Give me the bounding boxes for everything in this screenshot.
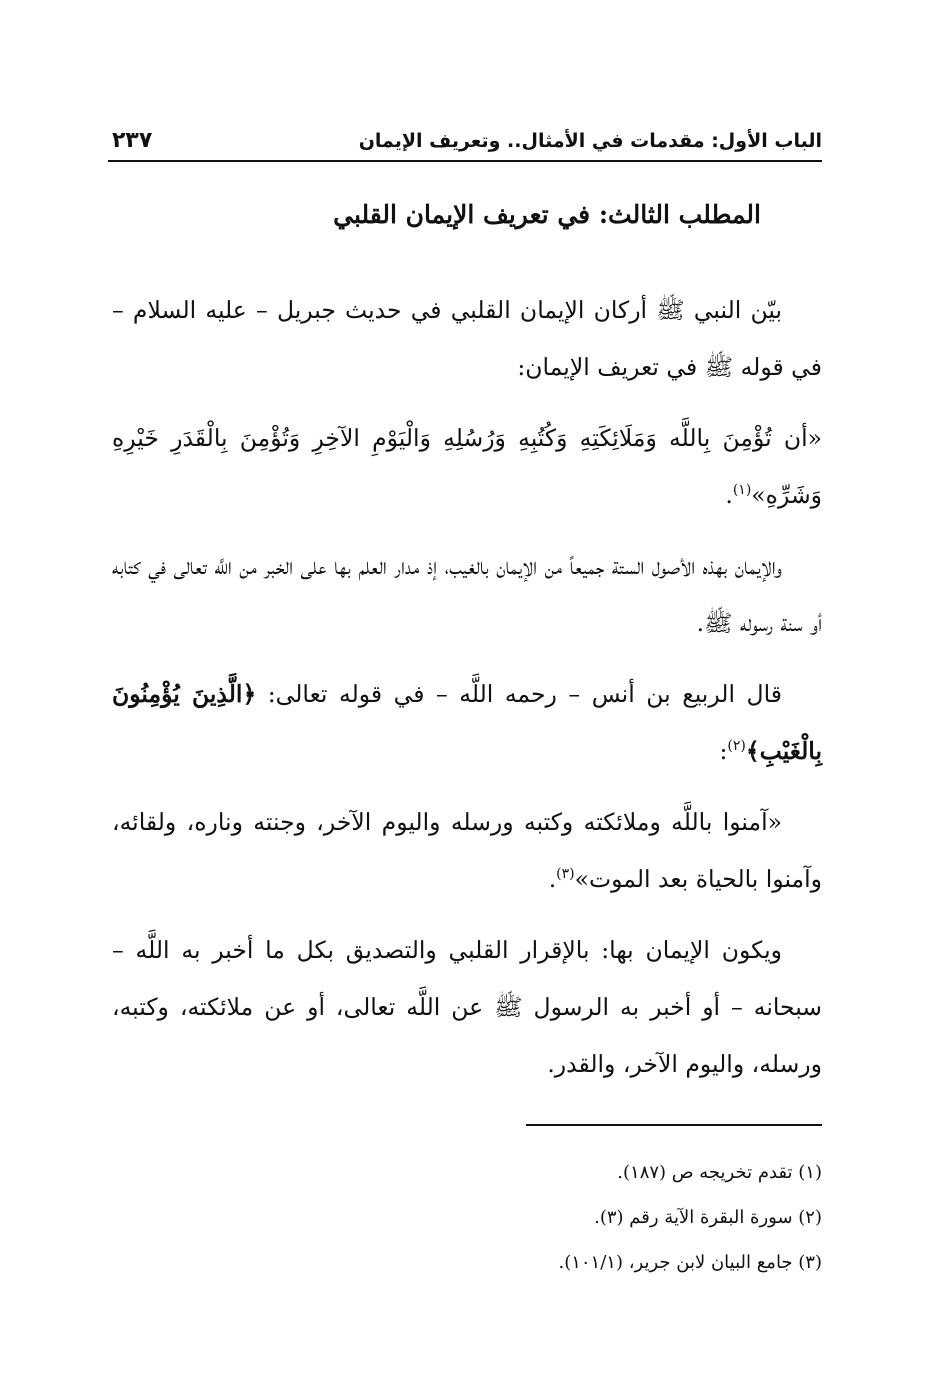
- footnote-2: (٢) سورة البقرة الآية رقم (٣).: [594, 1207, 822, 1228]
- hadith-quote: «أن تُؤْمِنَ بِاللَّه وَمَلَائِكَتِهِ وَكُتُبِهِ وَرُسُلِهِ وَالْيَوْمِ الآخِرِ وَتُؤْمِنَ بِالْقَدَرِ خَيْرِهِ وَشَرِّهِ»$^{(١)}$.: [112, 424, 822, 509]
- footnote-3: (٣) جامع البيان لابن جرير، (١٠١/١).: [558, 1252, 822, 1273]
- running-header: [108, 124, 822, 164]
- footnote-1: (١) تقدم تخريجه ص (١٨٧).: [617, 1162, 822, 1183]
- running-title: الباب الأول: مقدمات في الأمثال.. وتعريف الإيمان: [358, 130, 822, 152]
- paragraph-rabi-quote: قال الربيع بن أنس – رحمه اللَّه – في قوله تعالى: ﴿الَّذِينَ يُؤْمِنُونَ بِالْغَيْبِ﴾$^{(٢)}$:: [112, 680, 822, 765]
- paragraph-belief-unseen: والإيمان بهذه الأصول الستة جميعاً من الإيمان بالغيب، إذ مدار العلم بها على الخبر من اللَّه تعالى في كتابه أو سنة رسوله ﷺ.: [112, 552, 822, 637]
- header-rule: [108, 160, 822, 162]
- hadith-text: «أن تُؤْمِنَ بِاللَّه وَمَلَائِكَتِهِ وَكُتُبِهِ وَرُسُلِهِ وَالْيَوْمِ الآخِرِ وَتُؤْمِنَ بِالْقَدَرِ خَيْرِهِ وَشَرِّهِ»: [112, 424, 822, 509]
- footnote-ref-1: (١): [732, 482, 752, 499]
- paragraph-intro: بيّن النبي ﷺ أركان الإيمان القلبي في حديث جبريل – عليه السلام – في قوله ﷺ في تعريف الإيمان:: [112, 296, 822, 381]
- paragraph-conclusion: ويكون الإيمان بها: بالإقرار القلبي والتصديق بكل ما أخبر به اللَّه – سبحانه – أو أخبر به الرسول ﷺ عن اللَّه تعالى، أو عن ملائكته، وكتبه، ورسله، واليوم الآخر، والقدر.: [112, 936, 822, 1078]
- footnotes: [122, 1150, 822, 1285]
- footnote-ref-3: (٣): [556, 866, 575, 883]
- footnote-rule: [526, 1124, 822, 1126]
- section-title: المطلب الثالث: في تعريف الإيمان القلبي: [333, 200, 761, 229]
- quran-verse: ﴿الَّذِينَ يُؤْمِنُونَ بِالْغَيْبِ﴾: [112, 680, 822, 765]
- footnote-ref-2: (٢): [727, 738, 746, 755]
- tafsir-quote: «آمنوا باللَّه وملائكته وكتبه ورسله واليوم الآخر، وجنته وناره، ولقائه، وآمنوا بالحياة بعد الموت»$^{(٣)}$.: [112, 808, 822, 893]
- page-number: ٢٣٧: [112, 128, 153, 153]
- body-text: [112, 282, 822, 1107]
